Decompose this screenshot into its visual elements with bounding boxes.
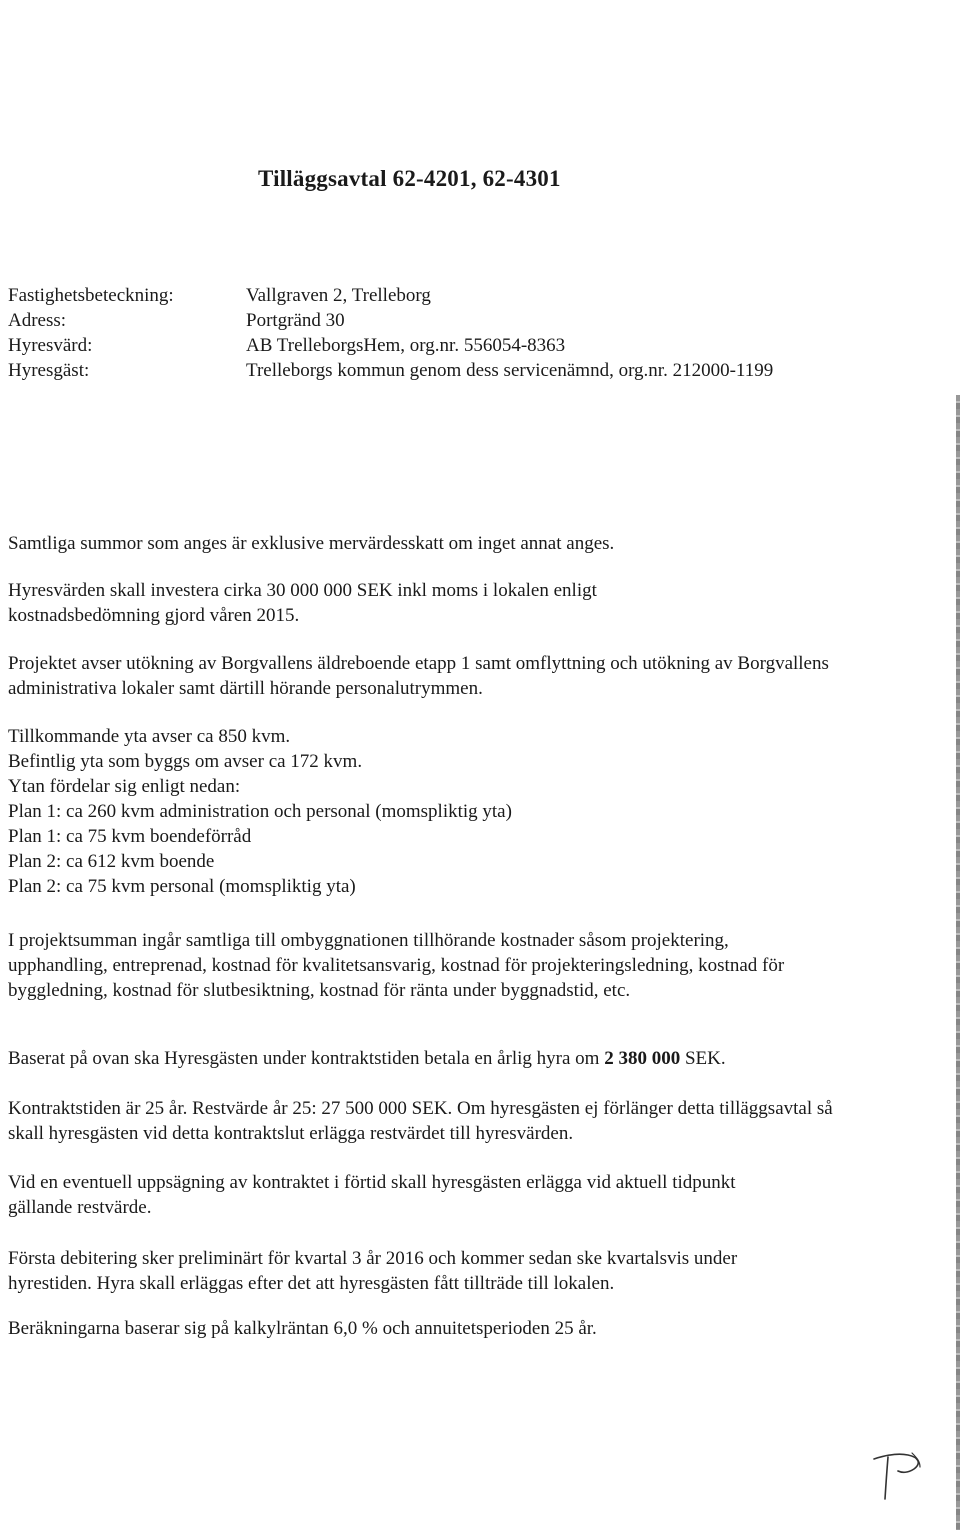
- paragraph-rent: [8, 1046, 838, 1071]
- area-line: Ytan fördelar sig enligt nedan:: [8, 776, 241, 797]
- meta-row-property: [8, 283, 828, 308]
- rent-amount: 2 380 000: [604, 1048, 681, 1069]
- rent-paragraph: [8, 1046, 838, 1071]
- billing-paragraph: [8, 1246, 798, 1296]
- area-line: Plan 1: ca 75 kvm boendeförråd: [8, 826, 252, 847]
- area-line: Plan 2: ca 612 kvm boende: [8, 851, 215, 872]
- meta-row-tenant: [8, 358, 828, 383]
- area-line: Plan 1: ca 260 kvm administration och personal (momspliktig yta): [8, 801, 512, 822]
- paragraph-vat: Samtliga summor som anges är exklusive mervärdesskatt om inget annat anges.: [8, 533, 615, 554]
- meta-label: Hyresgäst:: [8, 360, 90, 381]
- paragraph-billing: Första debitering sker preliminärt för kvartal 3 år 2016 och kommer sedan ske kvartalsvis under hyrestiden. Hyra skall erläggas efter det att hyresgästen fått tillträde till lokalen.: [8, 1248, 738, 1294]
- meta-label: Fastighetsbeteckning:: [8, 285, 174, 306]
- initials-signature: [868, 1445, 928, 1505]
- calculation-paragraph: [8, 1316, 838, 1341]
- area-breakdown: [8, 724, 838, 899]
- contract-term-paragraph: [8, 1096, 838, 1146]
- meta-label: Adress:: [8, 310, 67, 331]
- area-line: Befintlig yta som byggs om avser ca 172 kvm.: [8, 751, 363, 772]
- paragraph-contract-term: Kontraktstiden är 25 år. Restvärde år 25: 27 500 000 SEK. Om hyresgästen ej förlänger detta tilläggsavtal så skall hyresgästen vid detta kontraktslut erlägga restvärdet till hyresvärden.: [8, 1098, 833, 1144]
- project-costs-paragraph: [8, 928, 818, 1003]
- meta-row-landlord: [8, 333, 828, 358]
- meta-value: Trelleborgs kommun genom dess servicenämnd, org.nr. 212000-1199: [246, 360, 774, 381]
- paragraph-calculation: Beräkningarna baserar sig på kalkylräntan 6,0 % och annuitetsperioden 25 år.: [8, 1318, 597, 1339]
- meta-label: Hyresvärd:: [8, 335, 93, 356]
- meta-value: Portgränd 30: [246, 310, 345, 331]
- project-paragraph: [8, 651, 838, 701]
- area-line: Plan 2: ca 75 kvm personal (momspliktig yta): [8, 876, 356, 897]
- investment-paragraph: [8, 578, 698, 628]
- paragraph-investment: Hyresvärden skall investera cirka 30 000 000 SEK inkl moms i lokalen enligt kostnadsbedömning gjord våren 2015.: [8, 580, 597, 626]
- rent-currency: SEK.: [680, 1048, 726, 1069]
- document-title: Tilläggsavtal 62-4201, 62-4301: [258, 166, 561, 191]
- meta-row-address: [8, 308, 828, 333]
- vat-note: [8, 531, 838, 556]
- scan-edge-border: [956, 395, 960, 1530]
- termination-paragraph: [8, 1170, 778, 1220]
- meta-value: Vallgraven 2, Trelleborg: [246, 285, 431, 306]
- paragraph-termination: Vid en eventuell uppsägning av kontraktet i förtid skall hyresgästen erlägga vid aktuell tidpunkt gällande restvärde.: [8, 1172, 736, 1218]
- area-line: Tillkommande yta avser ca 850 kvm.: [8, 726, 291, 747]
- property-details: [8, 283, 828, 383]
- paragraph-costs: I projektsumman ingår samtliga till ombyggnationen tillhörande kostnader såsom projektering, upphandling, entreprenad, kostnad för kvalitetsansvarig, kostnad för projekteringsledning, kostnad för byggledning, kostnad för slutbesiktning, kostnad för ränta under byggnadstid, etc.: [8, 930, 785, 1001]
- paragraph-project: Projektet avser utökning av Borgvallens äldreboende etapp 1 samt omflyttning och utökning av Borgvallens administrativa lokaler samt därtill hörande personalutrymmen.: [8, 653, 829, 699]
- meta-value: AB TrelleborgsHem, org.nr. 556054-8363: [246, 335, 566, 356]
- rent-text: Baserat på ovan ska Hyresgästen under kontraktstiden betala en årlig hyra om: [8, 1048, 605, 1069]
